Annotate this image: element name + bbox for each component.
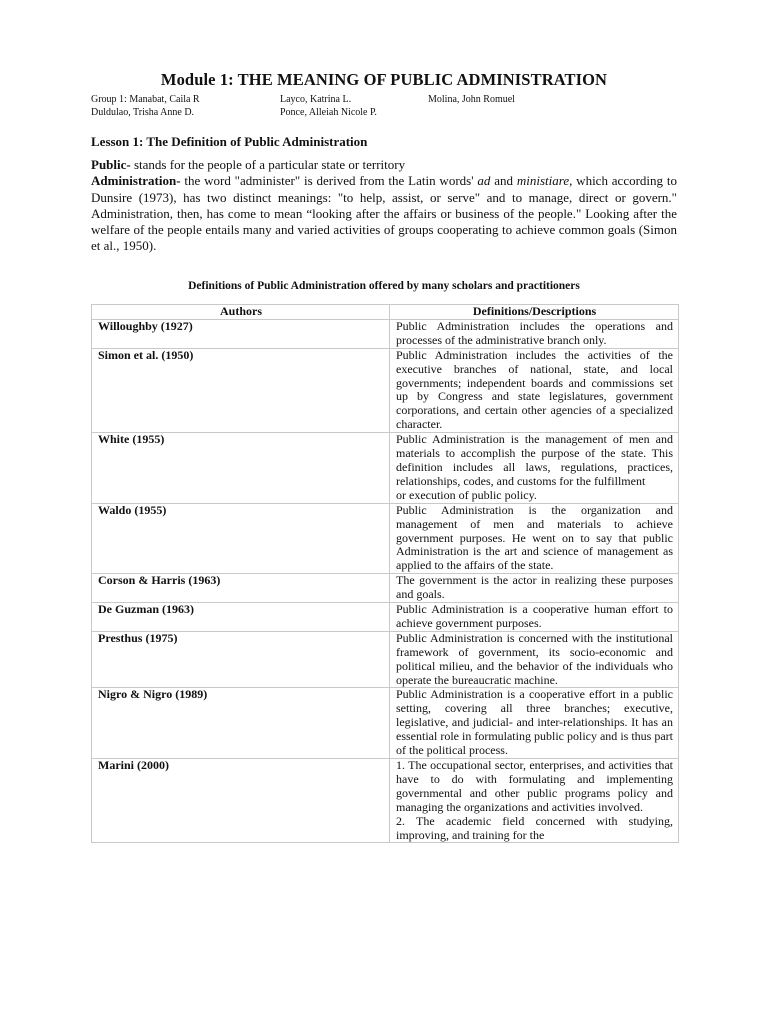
- definition-cell: Public Administration is the management of men and materials to accomplish the purpose of the state. This definition includes all laws, regulations, practices, relationships, codes, and customs for the fulfillment or execution of public policy.: [390, 433, 679, 504]
- member-name: Ponce, Alleiah Nicole P.: [280, 107, 377, 118]
- group-members: [91, 92, 691, 122]
- member-name: Manabat, Caila R: [129, 94, 200, 105]
- term-public: Public-: [91, 157, 131, 172]
- member-name: Layco, Katrina L.: [280, 94, 352, 105]
- definition-cell: Public Administration is concerned with the institutional framework of government, its socio-economic and political milieu, and the behavior of the individuals who operate the bureaucratic machine.: [390, 631, 679, 688]
- table-row: [92, 503, 679, 574]
- header-definitions: Definitions/Descriptions: [390, 305, 679, 320]
- latin-word-ministiare: ministiare: [516, 173, 570, 189]
- author-cell: Marini (2000): [92, 759, 390, 843]
- table-row: [92, 574, 679, 603]
- author-cell: De Guzman (1963): [92, 603, 390, 632]
- author-cell: Corson & Harris (1963): [92, 574, 390, 603]
- table-row: [92, 688, 679, 759]
- header-authors: Authors: [92, 305, 390, 320]
- author-cell: Willoughby (1927): [92, 319, 390, 348]
- table-header-row: [92, 305, 679, 320]
- definition-cell: The government is the actor in realizing these purposes and goals.: [390, 574, 679, 603]
- author-cell: White (1955): [92, 433, 390, 504]
- definitions-section: [91, 157, 677, 255]
- author-cell: Simon et al. (1950): [92, 348, 390, 432]
- definition-cell: Public Administration includes the operations and processes of the administrative branch only.: [390, 319, 679, 348]
- member-name: Duldulao, Trisha Anne D.: [91, 107, 195, 118]
- latin-word-ad: ad: [477, 173, 491, 189]
- group-label: Group 1:: [91, 94, 127, 105]
- definition-cell: Public Administration is the organization and management of men and materials to achieve government purposes. He went on to say that public Administration is the art and science of management as applied to the affairs of the state.: [390, 503, 679, 574]
- author-cell: Nigro & Nigro (1989): [92, 688, 390, 759]
- table-row: [92, 759, 679, 843]
- document-title: Module 1: THE MEANING OF PUBLIC ADMINISTRATION: [160, 70, 608, 89]
- definition-cell: Public Administration is a cooperative human effort to achieve government purposes.: [390, 603, 679, 632]
- administration-text-c: , which according to Dunsire (1973), has two distinct meanings: "to help, assist, or serve" and to manage, direct or govern." Administration, then, has come to mean “looking after the affairs or business of the people." Looking after the welfare of the people entails many and varied activities of groups cooperating to achieve common goals (Simon et al., 1950).: [91, 173, 677, 254]
- public-text: stands for the people of a particular state or territory: [130, 157, 406, 172]
- administration-text-b: and: [490, 173, 517, 189]
- author-cell: Waldo (1955): [92, 503, 390, 574]
- table-title: Definitions of Public Administration offered by many scholars and practitioners: [188, 280, 580, 292]
- definition-cell: 1. The occupational sector, enterprises, and activities that have to do with formulating and implementing governmental and other public programs policy and managing the organizations and activities involved. 2. The academic field concerned with studying, improving, and training for the: [390, 759, 679, 843]
- author-cell: Presthus (1975): [92, 631, 390, 688]
- administration-definition: [91, 173, 677, 254]
- lesson-heading: Lesson 1: The Definition of Public Administration: [91, 134, 368, 149]
- administration-text-a: the word "administer" is derived from the Latin words': [180, 173, 478, 189]
- public-definition: [91, 157, 677, 173]
- definition-cell: Public Administration includes the activities of the executive branches of national, state, and local governments; independent boards and commissions set up by Congress and state legislatures, government corporations, and certain other agencies of a specialized character.: [390, 348, 679, 432]
- definitions-table: [91, 304, 679, 843]
- table-row: [92, 319, 679, 348]
- definition-cell: Public Administration is a cooperative effort in a public setting, covering all three branches; executive, legislative, and judicial- and inter-relationships. It has an essential role in formulating public policy and is thus part of the political process.: [390, 688, 679, 759]
- member-name: Molina, John Romuel: [428, 94, 515, 105]
- table-row: [92, 433, 679, 504]
- table-row: [92, 603, 679, 632]
- term-administration: Administration-: [91, 173, 181, 189]
- table-row: [92, 348, 679, 432]
- table-row: [92, 631, 679, 688]
